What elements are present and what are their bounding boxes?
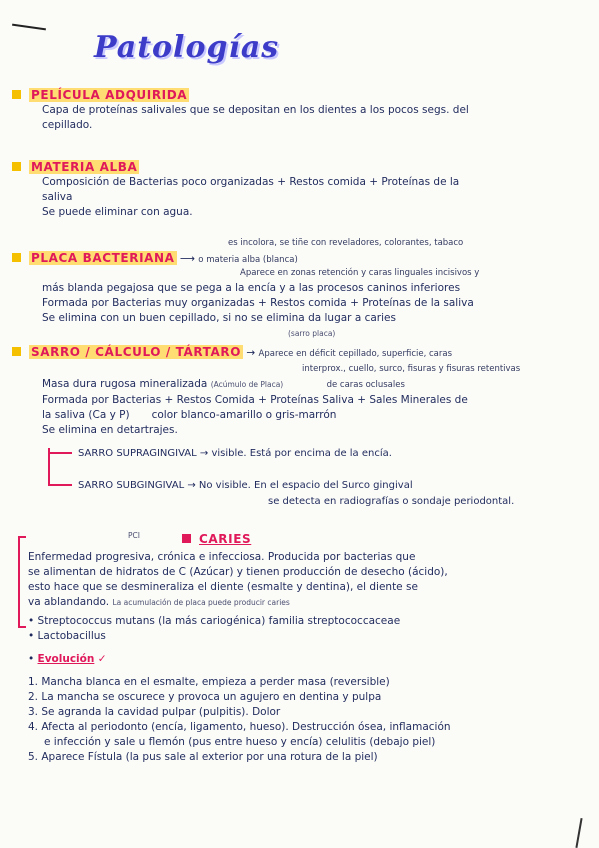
placa-line: Formada por Bacterias muy organizadas + Restos comida + Proteínas de la saliva — [42, 297, 474, 309]
evolution-step: 4. Afecta al periodonto (encía, ligamento, hueso). Destrucción ósea, inflamación — [28, 721, 451, 733]
sarro-heading: SARRO / CÁLCULO / TÁRTARO — [12, 345, 243, 359]
materia-line: Se puede eliminar con agua. — [42, 206, 193, 218]
placa-head-row — [12, 251, 592, 266]
caries-line: Enfermedad progresiva, crónica e infecciosa. Producida por bacterias que — [28, 551, 416, 563]
pelicula-line: cepillado. — [42, 119, 93, 131]
caries-line: va ablandando. La acumulación de placa puede producir caries — [28, 596, 290, 608]
sarro-supragingival: SARRO SUPRAGINGIVAL → visible. Está por encima de la encía. — [78, 448, 392, 459]
sarro-line: la saliva (Ca y P) color blanco-amarillo o gris-marrón — [42, 409, 337, 421]
sarro-subgingival: se detecta en radiografías o sondaje periodontal. — [268, 496, 515, 507]
caries-line: se alimentan de hidratos de C (Azúcar) y tienen producción de desecho (ácido), — [28, 566, 448, 578]
caries-bullet: • Streptococcus mutans (la más cariogénica) familia streptococcaceae — [28, 615, 401, 627]
square-bullet-icon — [12, 90, 21, 99]
square-bullet-icon — [12, 162, 21, 171]
sarro-head-row — [12, 345, 592, 362]
evolution-step: 3. Se agranda la cavidad pulpar (pulpitis). Dolor — [28, 706, 281, 718]
arrow-icon: ⟶ — [179, 253, 195, 265]
materia-line: Composición de Bacterias poco organizadas + Restos comida + Proteínas de la — [42, 176, 460, 188]
checkmark-icon: ✓ — [97, 653, 107, 665]
corner-mark — [575, 818, 582, 848]
evolution-heading: • Evolución ✓ — [28, 653, 107, 665]
evolution-step: 1. Mancha blanca en el esmalte, empieza a perder masa (reversible) — [28, 676, 390, 688]
materia-line: saliva — [42, 191, 73, 203]
placa-appear: Aparece en zonas retención y caras linguales incisivos y — [240, 268, 480, 278]
evolution-step: 5. Aparece Fístula (la pus sale al exterior por una rotura de la piel) — [28, 751, 378, 763]
sarro-line: Masa dura rugosa mineralizada (Acúmulo de Placa) de caras oclusales — [42, 378, 405, 390]
caries-line: esto hace que se desmineraliza el diente (esmalte y dentina), el diente se — [28, 581, 418, 593]
placa-line: más blanda pegajosa que se pega a la encía y a las procesos caninos inferiores — [42, 282, 461, 294]
square-bullet-icon — [12, 347, 21, 356]
evolution-step: 2. La mancha se oscurece y provoca un agujero en dentina y pulpa — [28, 691, 382, 703]
section-placa — [12, 236, 592, 341]
sarro-line: Formada por Bacterias + Restos Comida + Proteínas Saliva + Sales Minerales de — [42, 394, 468, 406]
bracket-mark — [18, 536, 26, 628]
evolution-step: e infección y sale u flemón (pus entre hueso y encía) celulitis (debajo piel) — [44, 736, 436, 748]
sarro-side: Aparece en déficit cepillado, superficie, caras — [258, 349, 453, 359]
sarro-side: interprox., cuello, surco, fisuras y fisuras retentivas — [302, 364, 521, 374]
placa-heading: PLACA BACTERIANA — [12, 251, 177, 265]
caries-bullet: • Lactobacillus — [28, 630, 106, 642]
section-materia-alba — [12, 160, 459, 220]
section-pelicula — [12, 88, 469, 133]
pelicula-line: Capa de proteínas salivales que se depositan en los dientes a los pocos segs. del — [42, 104, 469, 116]
square-bullet-icon — [182, 534, 191, 543]
caries-heading: CARIES — [182, 532, 251, 547]
section-sarro — [12, 345, 592, 438]
sarro-line: Se elimina en detartrajes. — [42, 424, 178, 436]
placa-side-note: es incolora, se tiñe con reveladores, colorantes, tabaco — [228, 238, 464, 248]
caries-pci: PCI — [128, 531, 140, 540]
placa-note: (sarro placa) — [288, 329, 336, 338]
materia-heading: MATERIA ALBA — [12, 160, 459, 175]
branch-connector — [48, 452, 72, 454]
page-title: Patologías — [94, 30, 280, 65]
placa-side-note: o materia alba (blanca) — [198, 255, 298, 265]
sarro-subgingival: SARRO SUBGINGIVAL → No visible. En el espacio del Surco gingival — [78, 480, 413, 491]
arrow-icon: → — [246, 347, 256, 359]
section-caries — [28, 550, 594, 765]
corner-mark — [12, 24, 46, 31]
square-bullet-icon — [12, 253, 21, 262]
pelicula-heading: PELÍCULA ADQUIRIDA — [12, 88, 469, 103]
placa-line: Se elimina con un buen cepillado, si no se elimina da lugar a caries — [42, 312, 396, 324]
branch-connector — [48, 484, 72, 486]
